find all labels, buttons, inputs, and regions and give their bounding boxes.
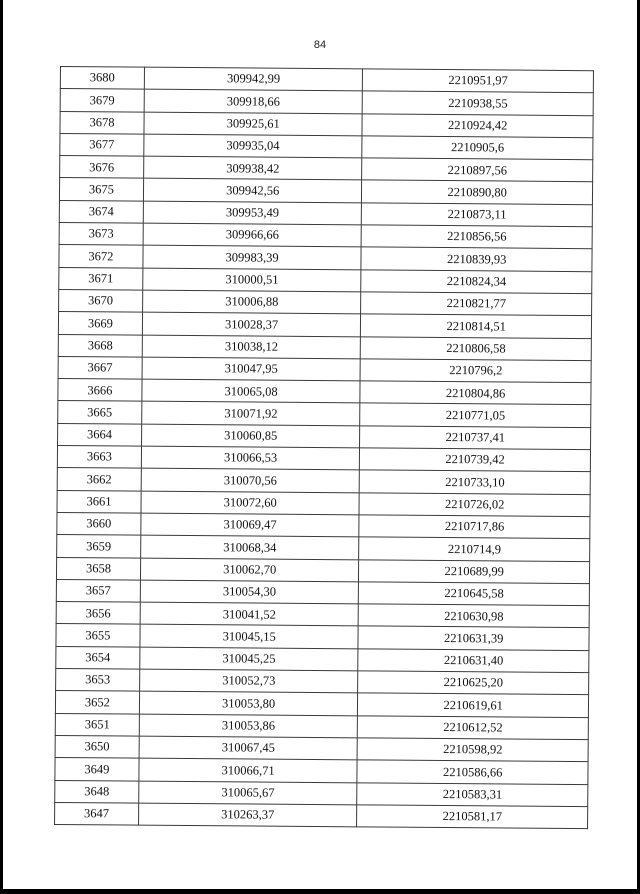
x-coordinate-cell: 310072,60 bbox=[141, 491, 360, 515]
point-number-cell: 3673 bbox=[59, 223, 143, 246]
point-number-cell: 3664 bbox=[58, 423, 142, 446]
y-coordinate-cell: 2210619,61 bbox=[358, 693, 589, 717]
point-number-cell: 3663 bbox=[57, 446, 141, 469]
x-coordinate-cell: 309918,66 bbox=[144, 89, 363, 113]
y-coordinate-cell: 2210814,51 bbox=[361, 314, 592, 338]
point-number-cell: 3665 bbox=[58, 401, 142, 424]
y-coordinate-cell: 2210583,31 bbox=[357, 782, 588, 806]
y-coordinate-cell: 2210796,2 bbox=[360, 359, 591, 383]
coordinates-table bbox=[54, 66, 594, 829]
scan-border-left bbox=[0, 0, 3, 894]
point-number-cell: 3669 bbox=[58, 312, 142, 335]
y-coordinate-cell: 2210806,58 bbox=[361, 336, 592, 360]
scan-border-bottom bbox=[0, 889, 640, 894]
point-number-cell: 3667 bbox=[58, 356, 142, 379]
point-number-cell: 3672 bbox=[59, 245, 143, 268]
x-coordinate-cell: 309953,49 bbox=[143, 201, 362, 225]
y-coordinate-cell: 2210714,9 bbox=[359, 537, 590, 561]
x-coordinate-cell: 310062,70 bbox=[140, 558, 359, 582]
x-coordinate-cell: 309983,39 bbox=[143, 246, 362, 270]
y-coordinate-cell: 2210733,10 bbox=[360, 470, 591, 494]
x-coordinate-cell: 309966,66 bbox=[143, 223, 362, 247]
x-coordinate-cell: 309942,56 bbox=[143, 179, 362, 203]
x-coordinate-cell: 310060,85 bbox=[141, 424, 360, 448]
point-number-cell: 3649 bbox=[55, 758, 139, 781]
table-row bbox=[55, 802, 588, 828]
x-coordinate-cell: 310065,67 bbox=[139, 781, 358, 805]
point-number-cell: 3651 bbox=[55, 713, 139, 736]
y-coordinate-cell: 2210905,6 bbox=[362, 136, 593, 160]
point-number-cell: 3677 bbox=[60, 133, 144, 156]
point-number-cell: 3657 bbox=[56, 579, 140, 602]
y-coordinate-cell: 2210739,42 bbox=[360, 448, 591, 472]
x-coordinate-cell: 310000,51 bbox=[143, 268, 362, 292]
y-coordinate-cell: 2210586,66 bbox=[357, 760, 588, 784]
point-number-cell: 3661 bbox=[57, 490, 141, 513]
point-number-cell: 3666 bbox=[58, 379, 142, 402]
y-coordinate-cell: 2210631,39 bbox=[358, 626, 589, 650]
x-coordinate-cell: 309935,04 bbox=[144, 134, 363, 158]
x-coordinate-cell: 310028,37 bbox=[142, 312, 361, 336]
point-number-cell: 3670 bbox=[59, 289, 143, 312]
point-number-cell: 3656 bbox=[56, 602, 140, 625]
point-number-cell: 3647 bbox=[55, 802, 139, 825]
x-coordinate-cell: 310052,73 bbox=[139, 669, 358, 693]
point-number-cell: 3652 bbox=[55, 691, 139, 714]
y-coordinate-cell: 2210821,77 bbox=[361, 292, 592, 316]
y-coordinate-cell: 2210689,99 bbox=[359, 559, 590, 583]
y-coordinate-cell: 2210924,42 bbox=[362, 113, 593, 137]
x-coordinate-cell: 310054,30 bbox=[140, 580, 359, 604]
x-coordinate-cell: 310045,15 bbox=[140, 625, 359, 649]
x-coordinate-cell: 309925,61 bbox=[144, 112, 363, 136]
point-number-cell: 3658 bbox=[56, 557, 140, 580]
point-number-cell: 3660 bbox=[57, 512, 141, 535]
x-coordinate-cell: 310053,80 bbox=[139, 691, 358, 715]
point-number-cell: 3648 bbox=[55, 780, 139, 803]
point-number-cell: 3675 bbox=[59, 178, 143, 201]
y-coordinate-cell: 2210598,92 bbox=[357, 738, 588, 762]
y-coordinate-cell: 2210631,40 bbox=[358, 649, 589, 673]
y-coordinate-cell: 2210824,34 bbox=[361, 270, 592, 294]
y-coordinate-cell: 2210630,98 bbox=[359, 604, 590, 628]
y-coordinate-cell: 2210612,52 bbox=[358, 715, 589, 739]
x-coordinate-cell: 310071,92 bbox=[142, 402, 361, 426]
point-number-cell: 3674 bbox=[59, 200, 143, 223]
y-coordinate-cell: 2210839,93 bbox=[361, 247, 592, 271]
point-number-cell: 3671 bbox=[59, 267, 143, 290]
x-coordinate-cell: 310069,47 bbox=[141, 513, 360, 537]
y-coordinate-cell: 2210645,58 bbox=[359, 582, 590, 606]
x-coordinate-cell: 310053,86 bbox=[139, 714, 358, 738]
point-number-cell: 3653 bbox=[56, 669, 140, 692]
x-coordinate-cell: 310045,25 bbox=[140, 647, 359, 671]
point-number-cell: 3650 bbox=[55, 735, 139, 758]
y-coordinate-cell: 2210951,97 bbox=[363, 69, 594, 93]
x-coordinate-cell: 310066,71 bbox=[139, 758, 358, 782]
point-number-cell: 3668 bbox=[58, 334, 142, 357]
y-coordinate-cell: 2210856,56 bbox=[362, 225, 593, 249]
point-number-cell: 3676 bbox=[60, 156, 144, 179]
x-coordinate-cell: 310070,56 bbox=[141, 468, 360, 492]
point-number-cell: 3662 bbox=[57, 468, 141, 491]
point-number-cell: 3680 bbox=[60, 67, 144, 90]
x-coordinate-cell: 310066,53 bbox=[141, 446, 360, 470]
x-coordinate-cell: 310065,08 bbox=[142, 379, 361, 403]
point-number-cell: 3654 bbox=[56, 646, 140, 669]
x-coordinate-cell: 310263,37 bbox=[138, 803, 357, 827]
y-coordinate-cell: 2210625,20 bbox=[358, 671, 589, 695]
y-coordinate-cell: 2210726,02 bbox=[359, 493, 590, 517]
x-coordinate-cell: 310047,95 bbox=[142, 357, 361, 381]
x-coordinate-cell: 309938,42 bbox=[143, 156, 362, 180]
y-coordinate-cell: 2210717,86 bbox=[359, 515, 590, 539]
point-number-cell: 3679 bbox=[60, 89, 144, 112]
y-coordinate-cell: 2210897,56 bbox=[362, 158, 593, 182]
y-coordinate-cell: 2210873,11 bbox=[362, 203, 593, 227]
x-coordinate-cell: 310006,88 bbox=[142, 290, 361, 314]
point-number-cell: 3655 bbox=[56, 624, 140, 647]
x-coordinate-cell: 310041,52 bbox=[140, 602, 359, 626]
coordinates-table-body bbox=[55, 67, 594, 829]
point-number-cell: 3659 bbox=[57, 535, 141, 558]
y-coordinate-cell: 2210890,80 bbox=[362, 180, 593, 204]
y-coordinate-cell: 2210581,17 bbox=[357, 805, 588, 829]
x-coordinate-cell: 309942,99 bbox=[144, 67, 363, 91]
y-coordinate-cell: 2210771,05 bbox=[360, 403, 591, 427]
y-coordinate-cell: 2210737,41 bbox=[360, 426, 591, 450]
page-number: 84 bbox=[313, 39, 327, 51]
x-coordinate-cell: 310068,34 bbox=[141, 535, 360, 559]
x-coordinate-cell: 310038,12 bbox=[142, 335, 361, 359]
y-coordinate-cell: 2210938,55 bbox=[363, 91, 594, 115]
point-number-cell: 3678 bbox=[60, 111, 144, 134]
x-coordinate-cell: 310067,45 bbox=[139, 736, 358, 760]
y-coordinate-cell: 2210804,86 bbox=[360, 381, 591, 405]
